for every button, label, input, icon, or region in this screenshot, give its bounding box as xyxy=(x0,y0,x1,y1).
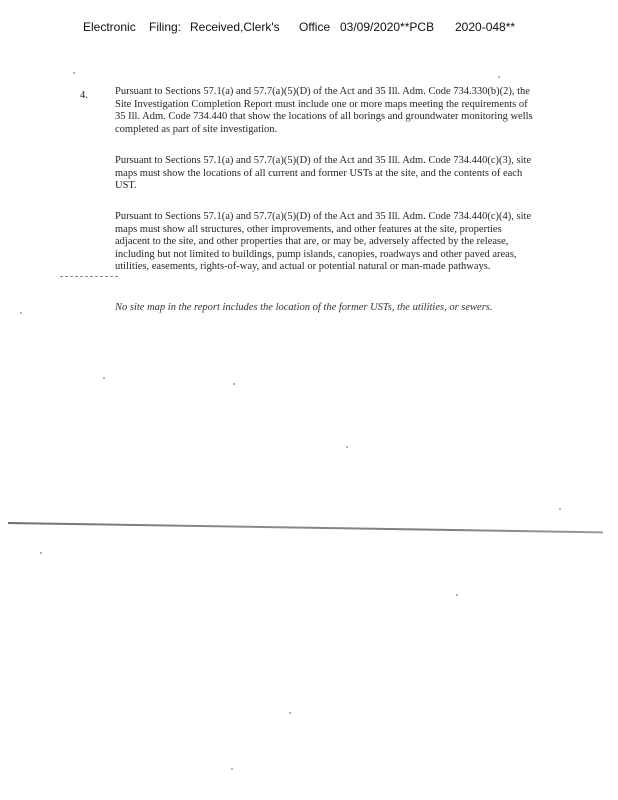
paragraph-site-features: Pursuant to Sections 57.1(a) and 57.7(a)(5)(D) of the Act and 35 Ill. Adm. Code 734.440(c)(4), site maps must show all structures, other improvements, and other features at the site, properties adjacent to the site, and other properties that are, or may be, adversely affected by the release, including but not limited to buildings, pump islands, canopies, roadways and other paved areas, utilities, easements, rights-of-way, and actual or potential natural or man-made pathways. xyxy=(115,211,532,272)
header-electronic: Electronic xyxy=(83,20,136,34)
scan-speck xyxy=(233,383,235,385)
header-filing: Filing: xyxy=(149,20,182,34)
scan-dash-mark xyxy=(60,276,118,278)
header-case-number: 2020-048** xyxy=(455,20,516,34)
paragraph-finding: No site map in the report includes the location of the former USTs, the utilities, or sewers. xyxy=(115,302,493,313)
scan-speck xyxy=(73,72,75,74)
scan-speck xyxy=(231,768,233,770)
scan-artifact-line xyxy=(8,522,603,533)
scan-speck xyxy=(103,377,105,379)
scan-speck xyxy=(40,552,42,554)
header-office: Office xyxy=(299,20,331,34)
header-date: 03/09/2020**PCB xyxy=(340,20,435,34)
scan-speck xyxy=(20,312,22,314)
scan-speck xyxy=(289,712,291,714)
paragraph-ust-locations: Pursuant to Sections 57.1(a) and 57.7(a)(5)(D) of the Act and 35 Ill. Adm. Code 734.440(c)(3), site maps must show the locations of all current and former USTs at the site, and the contents of each UST. xyxy=(115,155,532,191)
item-number: 4. xyxy=(80,90,88,101)
scan-speck xyxy=(498,76,500,78)
filing-stamp-header xyxy=(0,20,618,40)
header-received: Received,Clerk's xyxy=(190,20,280,34)
scan-speck xyxy=(346,446,348,448)
paragraph-borings-maps: Pursuant to Sections 57.1(a) and 57.7(a)(5)(D) of the Act and 35 Ill. Adm. Code 734.330(b)(2), the Site Investigation Completion Report must include one or more maps meeting the requirements of 35 Ill. Adm. Code 734.440 that show the locations of all borings and groundwater monitoring wells completed as part of site investigation. xyxy=(115,86,533,135)
scan-speck xyxy=(559,508,561,510)
scan-speck xyxy=(456,594,458,596)
